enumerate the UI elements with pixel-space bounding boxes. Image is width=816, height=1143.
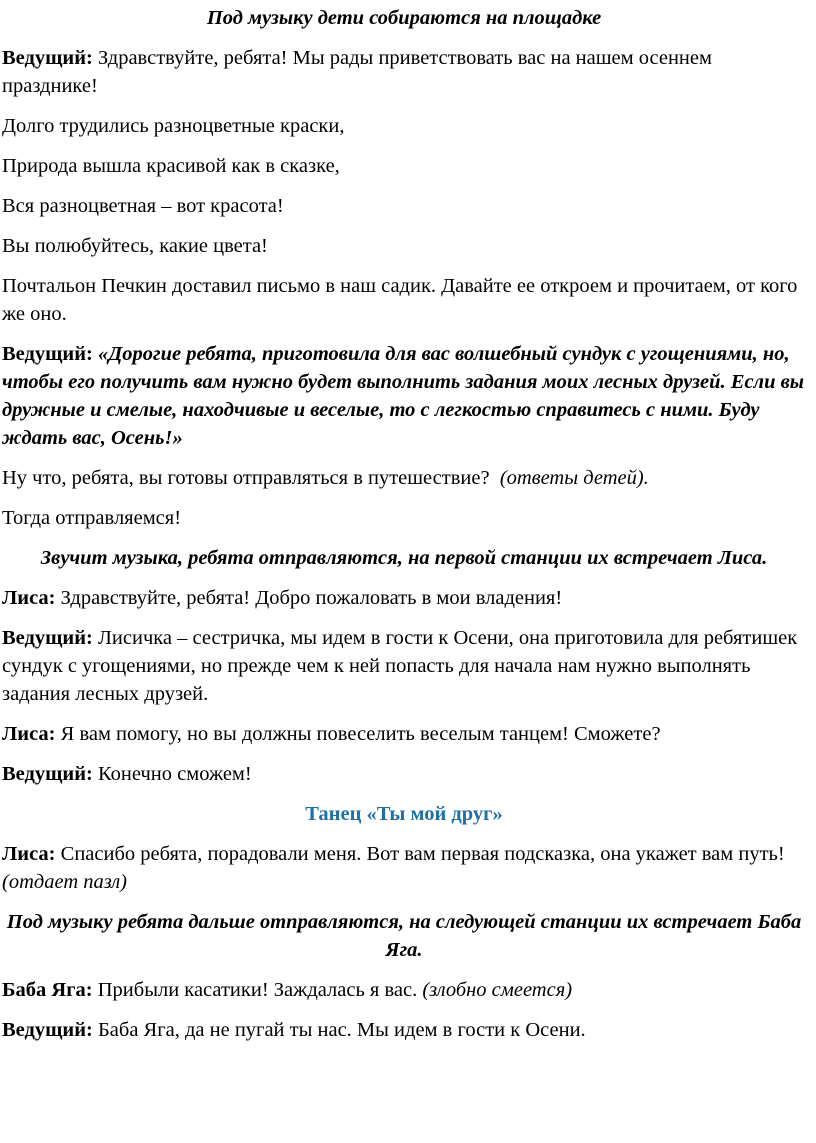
speech-text: Я вам помогу, но вы должны повеселить веселым танцем! Сможете? <box>55 723 661 745</box>
speech-text: Спасибо ребята, порадовали меня. Вот вам первая подсказка, она укажет вам путь! <box>55 843 785 865</box>
paragraph-go: Тогда отправляемся! <box>2 507 182 529</box>
speaker-label: Ведущий: <box>2 1019 93 1041</box>
paragraph-baba-yaga <box>2 976 806 1004</box>
speech-text: Здравствуйте, ребята! Добро пожаловать в мои владения! <box>55 587 563 609</box>
stage-note: (злобно смеется) <box>422 979 573 1001</box>
paragraph-host-greeting <box>2 44 806 100</box>
speaker-label: Ведущий: <box>2 763 93 785</box>
speech-text: Баба Яга, да не пугай ты нас. Мы идем в гости к Осени. <box>92 1019 586 1041</box>
speech-text: Лисичка – сестричка, мы идем в гости к Осени, она приготовила для ребятишек сундук с угощениями, но прежде чем к ней попасть для начала нам нужно выполнять задания лесных друзей. <box>2 627 798 705</box>
paragraph-fox-thanks <box>2 840 806 896</box>
stage-note: (отдает пазл) <box>2 871 128 893</box>
paragraph-fox-greeting <box>2 584 806 612</box>
speaker-label: Лиса: <box>2 723 56 745</box>
speaker-label: Ведущий: <box>2 47 93 69</box>
stage-direction-fox: Звучит музыка, ребята отправляются, на первой станции их встречает Лиса. <box>40 547 768 569</box>
paragraph-host-fox <box>2 624 806 708</box>
speech-text: Конечно сможем! <box>92 763 252 785</box>
speaker-label: Лиса: <box>2 587 56 609</box>
dance-title: Танец «Ты мой друг» <box>305 803 503 825</box>
paragraph-host-agree <box>2 760 806 788</box>
speaker-label: Баба Яга: <box>2 979 93 1001</box>
speaker-label: Ведущий: <box>2 343 93 365</box>
poem-line-1: Долго трудились разноцветные краски, <box>2 115 345 137</box>
poem-line-4: Вы полюбуйтесь, какие цвета! <box>2 235 268 257</box>
paragraph-letter: Почтальон Печкин доставил письмо в наш садик. Давайте ее откроем и прочитаем, от кого же оно. <box>2 275 798 325</box>
paragraph-host-baba-yaga <box>2 1016 806 1044</box>
stage-direction-baba-yaga: Под музыку ребята дальше отправляются, на следующей станции их встречает Баба Яга. <box>6 911 802 961</box>
poem-line-3: Вся разноцветная – вот красота! <box>2 195 284 217</box>
poem-line-2: Природа вышла красивой как в сказке, <box>2 155 340 177</box>
stage-direction-gathering: Под музыку дети собираются на площадке <box>206 7 602 29</box>
speaker-label: Ведущий: <box>2 627 93 649</box>
speech-text: Здравствуйте, ребята! Мы рады приветствовать вас на нашем осеннем празднике! <box>2 47 712 97</box>
letter-text: «Дорогие ребята, приготовила для вас волшебный сундук с угощениями, но, чтобы его получить вам нужно будет выполнить задания моих лесных друзей. Если вы дружные и смелые, находчивые и веселые, то с легкостью справитесь с ними. Буду ждать вас, Осень!» <box>2 343 804 449</box>
paragraph-letter-read <box>2 340 806 452</box>
speech-text: Прибыли касатики! Заждалась я вас. <box>92 979 423 1001</box>
speech-text: Ну что, ребята, вы готовы отправляться в путешествие? <box>2 467 500 489</box>
speaker-label: Лиса: <box>2 843 56 865</box>
paragraph-ready <box>2 464 806 492</box>
stage-note: (ответы детей). <box>499 467 649 489</box>
paragraph-fox-help <box>2 720 806 748</box>
